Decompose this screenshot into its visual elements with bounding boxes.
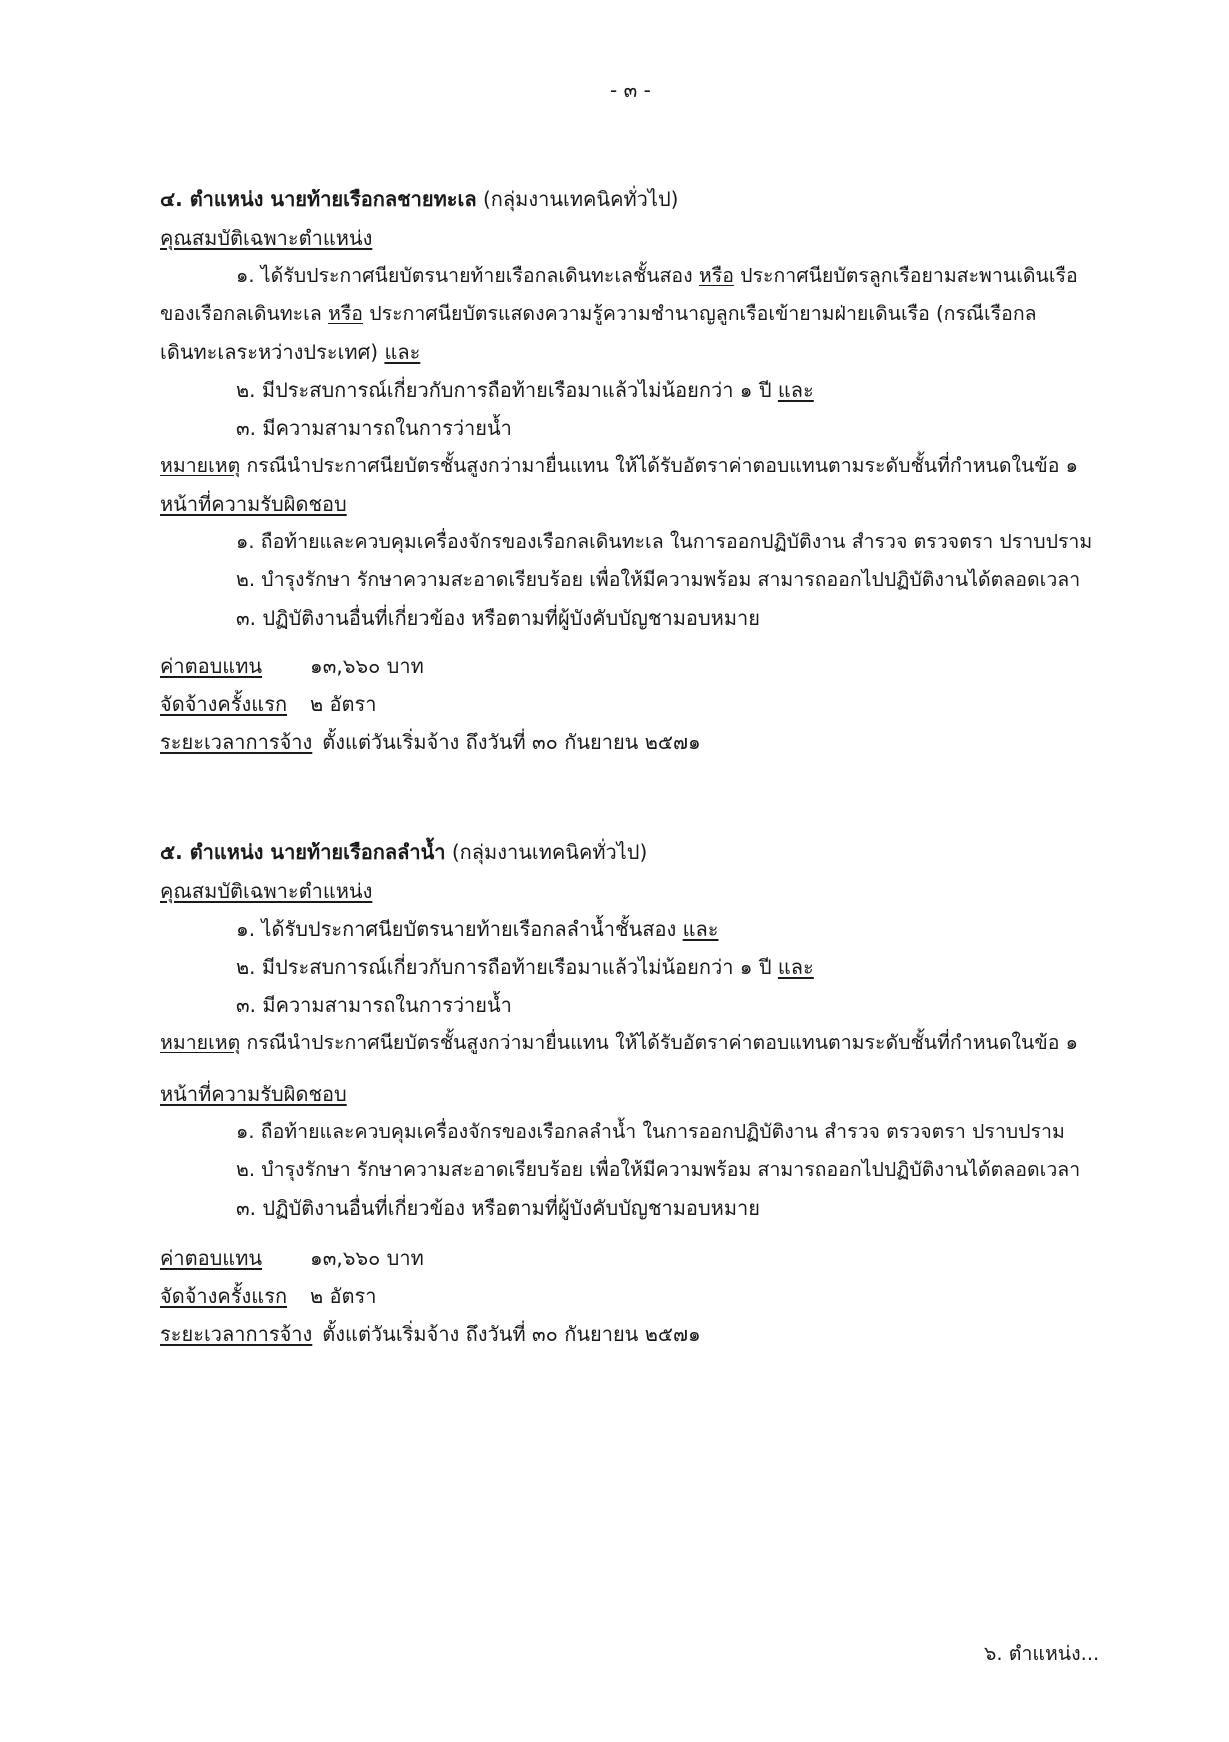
- duties-title: หน้าที่ความรับผิดชอบ: [160, 492, 347, 516]
- and-keyword: และ: [777, 378, 814, 402]
- note-label: หมายเหตุ: [160, 1031, 241, 1054]
- qualifications-title: คุณสมบัติเฉพาะตำแหน่ง: [160, 879, 373, 903]
- qualification-2: [236, 953, 814, 981]
- qualification-text: ๒. มีประสบการณ์เกี่ยวกับการถือท้ายเรือมาแล้วไม่น้อยกว่า ๑ ปี: [236, 955, 778, 979]
- positions-row: [160, 1282, 377, 1310]
- qualification-2: [236, 376, 814, 404]
- compensation-label: ค่าตอบแทน: [160, 654, 263, 678]
- qualifications-title: คุณสมบัติเฉพาะตำแหน่ง: [160, 226, 373, 250]
- duty-2: ๒. บำรุงรักษา รักษาความสะอาดเรียบร้อย เพื่อให้มีความพร้อม สามารถออกไปปฏิบัติงานได้ตลอดเวลา: [236, 1158, 1081, 1181]
- qualification-text: ๑. ได้รับประกาศนียบัตรนายท้ายเรือกลลำน้ำชั้นสอง: [236, 917, 683, 941]
- term-value: ตั้งแต่วันเริ่มจ้าง ถึงวันที่ ๓๐ กันยายน ๒๕๗๑: [322, 1322, 701, 1346]
- qualification-text: ๒. มีประสบการณ์เกี่ยวกับการถือท้ายเรือมาแล้วไม่น้อยกว่า ๑ ปี: [236, 378, 778, 402]
- page-number: - ๓ -: [610, 78, 651, 102]
- compensation-label: ค่าตอบแทน: [160, 1246, 263, 1270]
- compensation-row: [160, 652, 424, 680]
- or-keyword: หรือ: [698, 264, 734, 287]
- duty-3: ๓. ปฏิบัติงานอื่นที่เกี่ยวข้อง หรือตามที่ผู้บังคับบัญชามอบหมาย: [236, 1196, 760, 1220]
- section-heading: [160, 838, 647, 866]
- note-text: กรณีนำประกาศนียบัตรชั้นสูงกว่ามายื่นแทน ให้ได้รับอัตราค่าตอบแทนตามระดับชั้นที่กำหนดในข้อ ๑: [240, 454, 1079, 477]
- positions-row: [160, 690, 377, 718]
- qualification-1-line-3: [160, 338, 420, 366]
- and-keyword: และ: [777, 955, 814, 979]
- note: [160, 452, 1078, 480]
- position-title: ๔. ตำแหน่ง นายท้ายเรือกลชายทะเล: [160, 187, 477, 211]
- positions-value: ๒ อัตรา: [310, 1284, 377, 1308]
- term-value: ตั้งแต่วันเริ่มจ้าง ถึงวันที่ ๓๐ กันยายน ๒๕๗๑: [322, 730, 701, 754]
- qualification-text: เดินทะเลระหว่างประเทศ): [160, 340, 385, 364]
- compensation-value: ๑๓,๖๖๐ บาท: [310, 654, 424, 678]
- duty-1: ๑. ถือท้ายและควบคุมเครื่องจักรของเรือกลลำน้ำ ในการออกปฏิบัติงาน สำรวจ ตรวจตรา ปราบปราม: [236, 1120, 1065, 1143]
- duty-3: ๓. ปฏิบัติงานอื่นที่เกี่ยวข้อง หรือตามที่ผู้บังคับบัญชามอบหมาย: [236, 606, 760, 630]
- compensation-value: ๑๓,๖๖๐ บาท: [310, 1246, 424, 1270]
- and-keyword: และ: [384, 340, 421, 364]
- term-label: ระยะเวลาการจ้าง: [160, 1322, 313, 1346]
- positions-label: จัดจ้างครั้งแรก: [160, 1284, 288, 1308]
- qualification-1-line-1: [236, 262, 1078, 290]
- note: [160, 1029, 1078, 1057]
- term-row: [160, 1320, 701, 1348]
- duty-2: ๒. บำรุงรักษา รักษาความสะอาดเรียบร้อย เพื่อให้มีความพร้อม สามารถออกไปปฏิบัติงานได้ตลอดเวลา: [236, 568, 1081, 591]
- or-keyword: หรือ: [327, 302, 364, 325]
- position-group: (กลุ่มงานเทคนิคทั่วไป): [476, 187, 679, 211]
- term-row: [160, 728, 701, 756]
- qualification-text: ของเรือกลเดินทะเล: [160, 302, 328, 325]
- continuation-text: ๖. ตำแหน่ง...: [984, 1642, 1100, 1665]
- position-group: (กลุ่มงานเทคนิคทั่วไป): [445, 840, 648, 864]
- duty-1: ๑. ถือท้ายและควบคุมเครื่องจักรของเรือกลเดินทะเล ในการออกปฏิบัติงาน สำรวจ ตรวจตรา ปราบปราม: [236, 530, 1093, 553]
- duties-title: หน้าที่ความรับผิดชอบ: [160, 1082, 347, 1106]
- and-keyword: และ: [682, 917, 719, 941]
- compensation-row: [160, 1244, 424, 1272]
- term-label: ระยะเวลาการจ้าง: [160, 730, 313, 754]
- qualification-3: ๓. มีความสามารถในการว่ายน้ำ: [236, 993, 512, 1017]
- qualification-text: ๑. ได้รับประกาศนียบัตรนายท้ายเรือกลเดินทะเลชั้นสอง: [236, 264, 699, 287]
- positions-label: จัดจ้างครั้งแรก: [160, 692, 288, 716]
- note-text: กรณีนำประกาศนียบัตรชั้นสูงกว่ามายื่นแทน ให้ได้รับอัตราค่าตอบแทนตามระดับชั้นที่กำหนดในข้อ ๑: [240, 1031, 1079, 1054]
- qualification-1-line-2: [160, 300, 1037, 328]
- position-title: ๕. ตำแหน่ง นายท้ายเรือกลลำน้ำ: [160, 840, 446, 864]
- note-label: หมายเหตุ: [160, 454, 241, 477]
- qualification-text: ประกาศนียบัตรแสดงความรู้ความชำนาญลูกเรือเข้ายามฝ่ายเดินเรือ (กรณีเรือกล: [363, 302, 1037, 325]
- section-heading: [160, 185, 678, 213]
- qualification-3: ๓. มีความสามารถในการว่ายน้ำ: [236, 416, 512, 440]
- qualification-1: [236, 915, 719, 943]
- positions-value: ๒ อัตรา: [310, 692, 377, 716]
- qualification-text: ประกาศนียบัตรลูกเรือยามสะพานเดินเรือ: [733, 264, 1078, 287]
